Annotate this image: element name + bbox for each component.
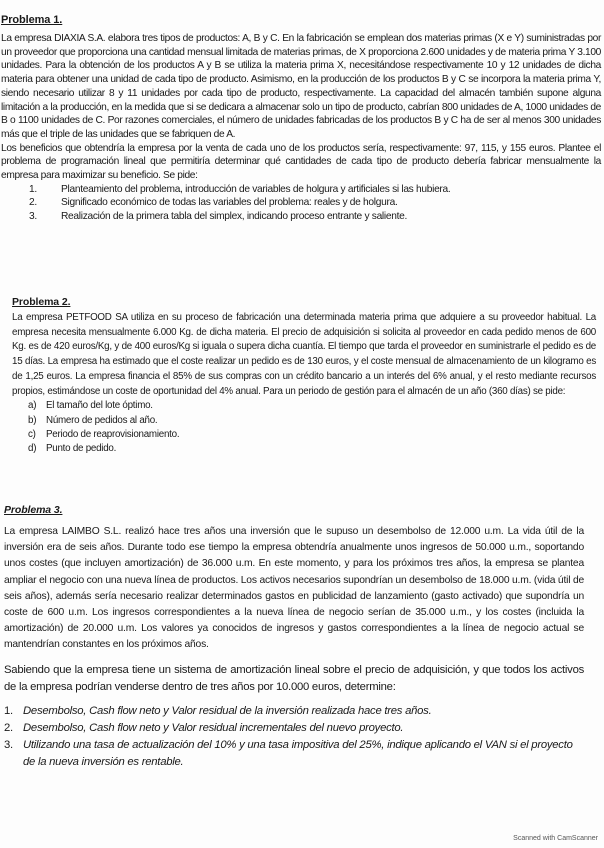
list-item: a) El tamaño del lote óptimo. xyxy=(28,400,153,412)
problem-1-statement: La empresa DIAXIA S.A. elabora tres tipos de productos: A, B y C. En la fabricación se emplean dos materias primas (X e Y) suministradas por un proveedor que proporciona una cantidad mensual limitada de materias primas, de X proporciona 2.600 unidades y de materia prima Y 3.100 unidades. Para la obtención de los productos A y B se utiliza la materia prima X, necesitándose respectivamente 10 y 12 unidades de dicha materia para obtener una unidad de cada tipo de producto. Asimismo, en la producción de los productos B y C se incorpora la materia prima Y, siendo necesario utilizar 8 y 11 unidades por cada tipo de producto, respectivamente. La capacidad del almacén también supone alguna limitación a la producción, en la medida que si se dedicara a almacenar solo un tipo de producto, cabrían 800 unidades de A, 1000 unidades de B o 1100 unidades de C. Por razones comerciales, el número de unidades fabricadas de los productos B y C ha de ser al menos 300 unidades más que el triple de las unidades que se fabriquen de A. xyxy=(1,33,601,140)
list-item: c) Periodo de reaprovisionamiento. xyxy=(28,428,180,440)
list-item: 2. Significado económico de todas las variables del problema: reales y de holgura. xyxy=(29,197,398,209)
problem-2-questions xyxy=(28,399,596,456)
list-item: d) Punto de pedido. xyxy=(28,443,117,455)
list-item: 3. Utilizando una tasa de actualización del 10% y una tasa impositiva del 25%, indique aplicando el VAN si el proyecto de la nueva inversión es rentable. xyxy=(4,738,573,768)
list-item: 1. Desembolso, Cash flow neto y Valor residual de la inversión realizada hace tres años. xyxy=(4,704,432,717)
problem-3-intro: Sabiendo que la empresa tiene un sistema de amortización lineal sobre el precio de adquisición, y que todos los activos de la empresa podrían venderse dentro de tres años por 10.000 euros, determine: xyxy=(4,663,584,694)
problem-3-title: Problema 3. xyxy=(4,504,63,516)
scanner-watermark: Scanned with CamScanner xyxy=(513,835,598,842)
list-item: 3. Realización de la primera tabla del simplex, indicando proceso entrante y saliente. xyxy=(29,211,408,223)
problem-1-title: Problema 1. xyxy=(1,14,63,26)
problem-3-questions xyxy=(4,703,584,771)
problem-1-questions xyxy=(29,183,601,224)
problem-1-statement-2: Los beneficios que obtendría la empresa por la venta de cada uno de los productos sería, respectivamente: 97, 115, y 155 euros. Plantee el problema de programación lineal que permitiría determinar qué cantidades de cada tipo de producto debería fabricar mensualmente la empresa para maximizar su beneficio. Se pide: xyxy=(1,142,601,182)
problem-2-statement: La empresa PETFOOD SA utiliza en su proceso de fabricación una determinada materia prima que adquiere a su proveedor habitual. La empresa necesita mensualmente 6.000 Kg. de dicha materia. El precio de adquisición si solicita al proveedor en cada pedido menos de 600 Kg. es de 420 euros/Kg, y de 400 euros/Kg si iguala o supera dicha cuantía. El tiempo que tarda el proveedor en suministrarle el pedido es de 15 días. La empresa ha estimado que el coste realizar un pedido es de 130 euros, y el coste mensual de almacenamiento de un kilogramo es de 1,25 euros. La empresa financia el 85% de sus compras con un crédito bancario a un interés del 6% anual, y el resto mediante recursos propios, estimándose un coste de oportunidad del 4% anual. Para un periodo de gestión para el almacén de un año (360 días) se pide: xyxy=(12,312,596,397)
list-item: 2. Desembolso, Cash flow neto y Valor residual incrementales del nuevo proyecto. xyxy=(4,721,404,734)
problem-3 xyxy=(4,504,584,771)
problem-2 xyxy=(12,296,596,456)
list-item: b) Número de pedidos al año. xyxy=(28,414,158,426)
problem-3-statement: La empresa LAIMBO S.L. realizó hace tres años una inversión que le supuso un desembolso de 12.000 u.m. La vida útil de la inversión era de seis años. Durante todo ese tiempo la empresa obtendría anualmente unos ingresos de 50.000 u.m., soportando unos costes (que incluyen amortización) de 36.000 u.m. En este momento, y para los próximos tres años, la empresa se plantea ampliar el negocio con una nueva línea de productos. Los activos necesarios supondrían un desembolso de 18.000 u.m. (vida útil de seis años), además sería necesario realizar determinados gastos en publicidad de lanzamiento (gasto activado) que supondría un coste de 600 u.m. Los ingresos correspondientes a la nueva línea de negocio serían de 35.000 u.m., y los costes (incluida la amortización) de 20.000 u.m. Los valores ya conocidos de ingresos y gastos correspondientes a la línea de negocio actual se mantendrían constantes en los próximos años. xyxy=(4,526,584,651)
problem-1 xyxy=(1,14,601,224)
list-item: 1. Planteamiento del problema, introducción de variables de holgura y artificiales si las hubiera. xyxy=(29,183,451,195)
problem-2-title: Problema 2. xyxy=(12,296,71,308)
